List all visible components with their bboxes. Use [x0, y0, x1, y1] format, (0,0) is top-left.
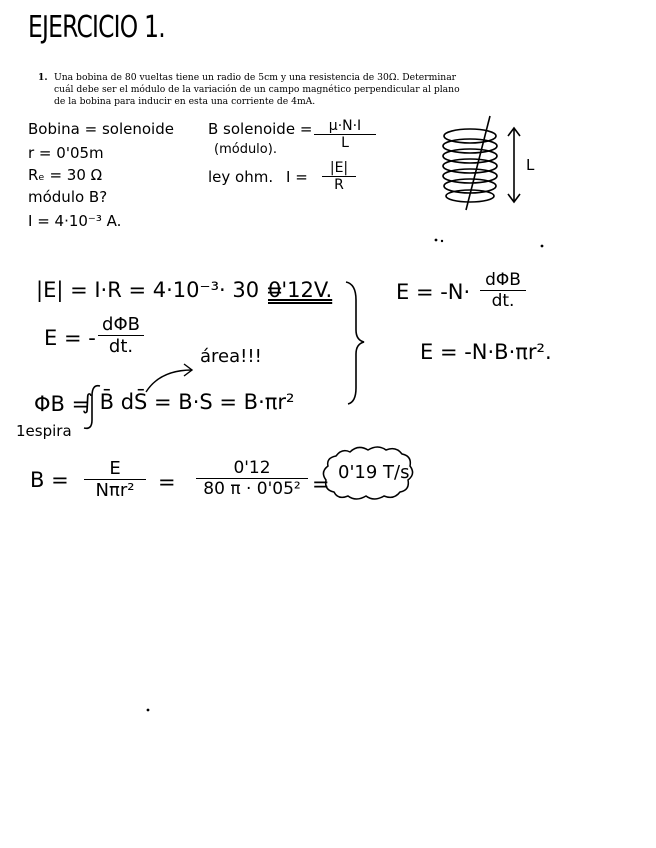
b-equals-2: =	[312, 472, 330, 496]
length-arrow-icon	[508, 128, 520, 202]
emf-def-denominator: dt.	[108, 336, 134, 357]
problem-line-2: cuál debe ser el módulo de la variación de un campo magnético perpendicular al plano	[54, 84, 460, 95]
data-radius: r = 0'05m	[28, 144, 104, 162]
faraday-lhs: E = -N·	[396, 280, 471, 304]
emf-result: 0'12V.	[268, 278, 333, 302]
ohm-denominator: R	[334, 177, 344, 193]
b-solenoid-denominator: L	[341, 135, 349, 151]
area-arrow-icon	[146, 370, 192, 392]
b-solenoid-sub: (módulo).	[214, 142, 277, 157]
flux-lhs: ΦB =	[34, 392, 90, 416]
problem-line-3: de la bobina para inducir en esta una corriente de 4mA.	[54, 96, 316, 107]
coil-length-label: L	[526, 156, 535, 174]
problem-number: 1.	[38, 72, 48, 83]
result-cloud-icon	[323, 447, 412, 499]
data-unknown: módulo B?	[28, 188, 108, 206]
b-symbolic-denominator: Nπr²	[95, 480, 135, 501]
data-resistance: Rₑ = 30 Ω	[28, 166, 103, 184]
integral-icon	[84, 386, 100, 429]
problem-line-1: Una bobina de 80 vueltas tiene un radio de 5cm y una resistencia de 30Ω. Determinar	[54, 72, 457, 83]
coil-sketch	[443, 116, 497, 210]
b-equals-1: =	[158, 470, 176, 494]
brace-icon	[346, 282, 364, 404]
emf-def-lhs: E = -	[44, 326, 96, 350]
b-symbolic-numerator: E	[84, 458, 146, 480]
flux-rhs: ∫ B̄ dS̄ = B·S = B·πr²	[82, 390, 295, 414]
faraday-denominator: dt.	[491, 291, 515, 311]
data-bobina: Bobina = solenoide	[28, 120, 174, 138]
faraday-expanded: E = -N·B·πr².	[420, 340, 552, 364]
b-final-result: 0'19 T/s	[338, 462, 410, 483]
ohm-label: ley ohm.	[208, 168, 274, 186]
area-note: área!!!	[200, 346, 262, 367]
b-numeric-numerator: 0'12	[196, 458, 308, 479]
emf-def-numerator: dΦB	[98, 314, 144, 336]
ohm-lhs: I =	[286, 168, 308, 186]
b-solenoid-label: B solenoide =	[208, 120, 313, 138]
emf-magnitude: |E| = I·R = 4·10⁻³· 30 =	[36, 278, 284, 302]
data-current: I = 4·10⁻³ A.	[28, 212, 122, 230]
page-title: EJERCICIO 1.	[28, 10, 165, 45]
flux-subscript: 1espira	[16, 422, 72, 440]
b-solenoid-numerator: μ·N·I	[314, 118, 376, 135]
b-final-lhs: B =	[30, 468, 69, 492]
b-numeric-denominator: 80 π · 0'05²	[203, 479, 301, 499]
faraday-numerator: dΦB	[480, 270, 526, 291]
ohm-numerator: |E|	[322, 160, 356, 177]
